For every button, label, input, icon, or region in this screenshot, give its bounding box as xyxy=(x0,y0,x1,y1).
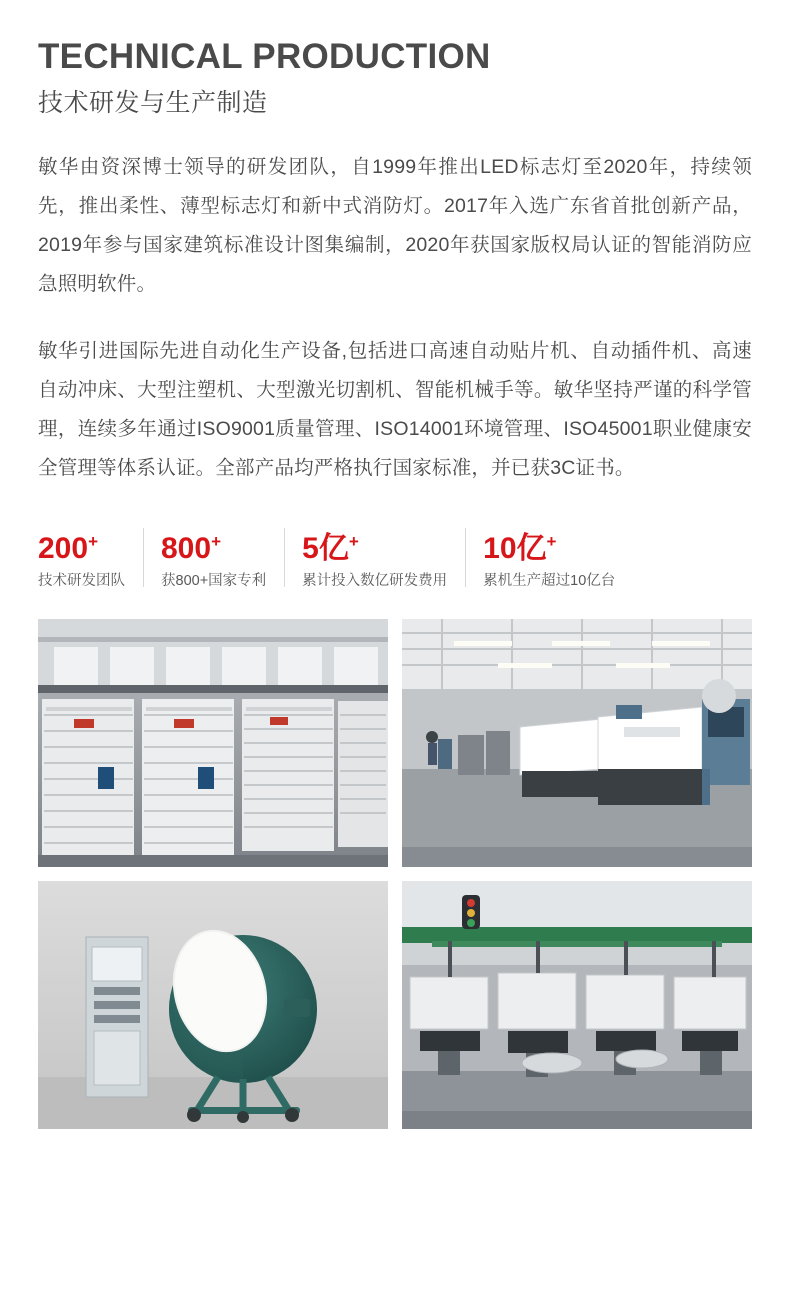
stat-number: 10亿 xyxy=(483,532,547,565)
photo-integrating-sphere-lab xyxy=(38,881,388,1129)
body-paragraph-2: 敏华引进国际先进自动化生产设备,包括进口高速自动贴片机、自动插件机、高速自动冲床、大型注塑机、大型激光切割机、智能机械手等。敏华坚持严谨的科学管理，连续多年通过ISO9001质量管理、ISO14001环境管理、ISO45001职业健康安全管理等体系认证。全部产品均严格执行国家标准，并已获3C证书。 xyxy=(38,340,752,479)
page-title-chinese: 技术研发与生产制造 xyxy=(38,89,268,117)
stat-value xyxy=(302,524,447,567)
stat-value xyxy=(161,524,266,567)
stat-item-patents xyxy=(143,524,284,591)
stat-value xyxy=(38,524,125,567)
photo-aging-test-racks xyxy=(38,619,388,867)
stat-suffix: + xyxy=(211,532,221,551)
stat-value xyxy=(483,524,615,567)
body-paragraph-1: 敏华由资深博士领导的研发团队，自1999年推出LED标志灯至2020年，持续领先，推出柔性、薄型标志灯和新中式消防灯。2017年入选广东省首批创新产品，2019年参与国家建筑标准设计图集编制，2020年获国家版权局认证的智能消防应急照明软件。 xyxy=(38,156,752,295)
stat-label: 技术研发团队 xyxy=(38,573,125,589)
stat-label: 累机生产超过10亿台 xyxy=(483,573,616,589)
stat-suffix: + xyxy=(88,532,98,551)
stat-number: 200 xyxy=(38,532,89,565)
photo-smt-assembly-line xyxy=(402,881,752,1129)
stat-item-rd-investment xyxy=(284,524,465,591)
stat-label: 获800+国家专利 xyxy=(161,573,267,589)
stat-label: 累计投入数亿研发费用 xyxy=(302,573,448,589)
stat-number: 5亿 xyxy=(302,532,349,565)
photo-injection-molding-workshop xyxy=(402,619,752,867)
page-title-english: TECHNICAL PRODUCTION xyxy=(38,37,491,76)
stat-suffix: + xyxy=(546,532,557,551)
stat-number: 800 xyxy=(161,532,212,565)
stat-item-rd-team xyxy=(38,524,143,591)
stat-suffix: + xyxy=(348,532,359,551)
stat-item-units-produced xyxy=(465,524,633,591)
stats-row xyxy=(38,524,752,591)
photo-gallery xyxy=(38,619,752,1129)
